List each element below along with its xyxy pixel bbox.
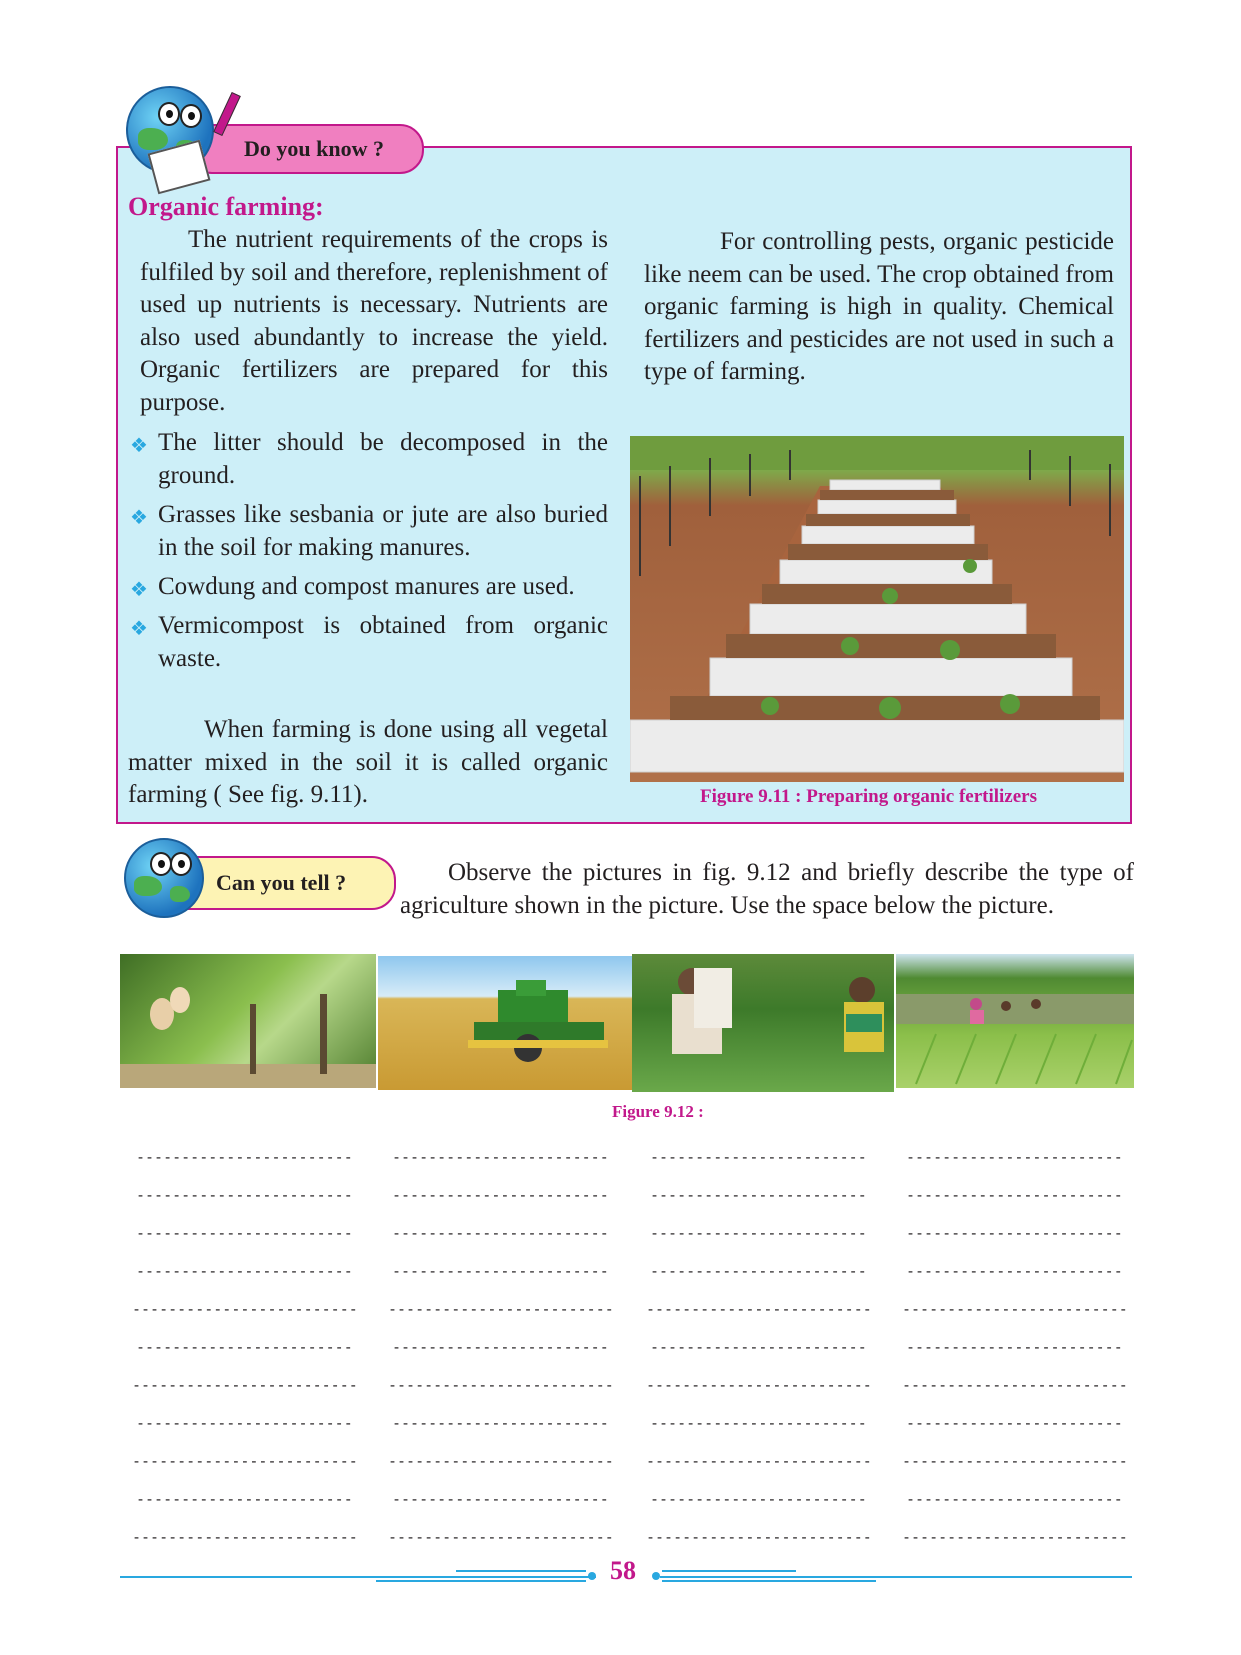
answer-line[interactable]: ------------------------ bbox=[136, 1490, 353, 1508]
answer-line[interactable]: ------------------------- bbox=[902, 1452, 1128, 1470]
globe-mascot-icon bbox=[124, 838, 204, 918]
list-item: ❖ The litter should be decomposed in the ground. bbox=[130, 429, 608, 489]
answer-line[interactable]: ------------------------ bbox=[392, 1148, 609, 1166]
answer-line[interactable]: ------------------------- bbox=[646, 1300, 872, 1318]
answer-line[interactable]: ------------------------ bbox=[136, 1148, 353, 1166]
answer-line[interactable]: ------------------------- bbox=[388, 1300, 614, 1318]
answer-line[interactable]: ------------------------ bbox=[906, 1186, 1123, 1204]
figure-9-11-caption: Figure 9.11 : Preparing organic fertilizers bbox=[700, 786, 1037, 807]
answer-line[interactable]: ------------------------ bbox=[906, 1262, 1123, 1280]
answer-line[interactable]: ------------------------ bbox=[136, 1414, 353, 1432]
answer-line[interactable]: ------------------------- bbox=[388, 1528, 614, 1546]
diamond-bullet-icon: ❖ bbox=[130, 618, 148, 640]
answer-line[interactable]: ------------------------ bbox=[650, 1262, 867, 1280]
answer-line[interactable]: ------------------------- bbox=[646, 1452, 872, 1470]
answer-line[interactable]: ------------------------ bbox=[906, 1490, 1123, 1508]
footer-dot-left bbox=[588, 1572, 596, 1580]
organic-beds-photo bbox=[630, 436, 1124, 782]
answer-line[interactable]: ------------------------- bbox=[132, 1300, 358, 1318]
answer-line[interactable]: ------------------------ bbox=[650, 1490, 867, 1508]
answer-line[interactable]: ------------------------ bbox=[906, 1148, 1123, 1166]
answer-line[interactable]: ------------------------- bbox=[132, 1376, 358, 1394]
footer-dot-right bbox=[652, 1572, 660, 1580]
answer-line[interactable]: ------------------------ bbox=[392, 1186, 609, 1204]
answer-line[interactable]: ------------------------ bbox=[392, 1490, 609, 1508]
answer-line[interactable]: ------------------------ bbox=[392, 1224, 609, 1242]
do-you-know-label: Do you know ? bbox=[244, 136, 384, 161]
pest-control-paragraph: For controlling pests, organic pesticide like neem can be used. The crop obtained from organic farming is high in quality. Chemical fertilizers and pesticides are not used in such a type of farming. bbox=[644, 228, 1114, 385]
diamond-bullet-icon: ❖ bbox=[130, 435, 148, 457]
list-item: ❖ Cowdung and compost manures are used. bbox=[128, 570, 608, 603]
figure-9-12-caption: Figure 9.12 : bbox=[612, 1102, 704, 1121]
footer-rule-right bbox=[660, 1576, 1132, 1578]
bullet-list bbox=[128, 426, 608, 681]
answer-line[interactable]: ------------------------- bbox=[388, 1376, 614, 1394]
footer-rule-left bbox=[120, 1576, 596, 1578]
can-you-tell-text: Observe the pictures in fig. 9.12 and briefly describe the type of agriculture shown in the picture. Use the space below the picture. bbox=[400, 859, 1134, 919]
answer-line[interactable]: ------------------------ bbox=[650, 1186, 867, 1204]
organic-farming-heading: Organic farming: bbox=[128, 192, 324, 221]
answer-line[interactable]: ------------------------ bbox=[906, 1224, 1123, 1242]
footer-rule-right-2 bbox=[662, 1580, 876, 1582]
intro-paragraph: The nutrient requirements of the crops is fulfiled by soil and therefore, replenishment of used up nutrients is necessary. Nutrients are also used abundantly to increase the yield. Organic fertilizers are prepared for this purpose. bbox=[140, 226, 608, 416]
answer-line[interactable]: ------------------------- bbox=[646, 1528, 872, 1546]
answer-line[interactable]: ------------------------ bbox=[650, 1414, 867, 1432]
footer-rule-left-3 bbox=[456, 1570, 586, 1572]
answer-line[interactable]: ------------------------ bbox=[650, 1224, 867, 1242]
answer-line[interactable]: ------------------------- bbox=[902, 1300, 1128, 1318]
answer-line[interactable]: ------------------------ bbox=[906, 1338, 1123, 1356]
list-item: ❖ Grasses like sesbania or jute are also buried in the soil for making manures. bbox=[130, 501, 608, 561]
answer-line[interactable]: ------------------------ bbox=[136, 1338, 353, 1356]
tea-plantation-photo bbox=[632, 954, 894, 1092]
answer-line[interactable]: ------------------------- bbox=[646, 1376, 872, 1394]
beds-illustration bbox=[630, 436, 1124, 782]
diamond-bullet-icon: ❖ bbox=[130, 579, 148, 601]
answer-line[interactable]: ------------------------ bbox=[650, 1148, 867, 1166]
answer-line[interactable]: ------------------------ bbox=[136, 1262, 353, 1280]
can-you-tell-label: Can you tell ? bbox=[216, 870, 347, 895]
page-number: 58 bbox=[610, 1556, 636, 1585]
answer-line[interactable]: ------------------------- bbox=[388, 1452, 614, 1470]
list-item: ❖ Vermicompost is obtained from organic waste. bbox=[130, 612, 608, 672]
harvester-photo bbox=[378, 956, 632, 1090]
footer-rule-right-3 bbox=[662, 1570, 796, 1572]
answer-line[interactable]: ------------------------ bbox=[906, 1414, 1123, 1432]
orchard-photo bbox=[120, 954, 376, 1088]
answer-line[interactable]: ------------------------ bbox=[136, 1186, 353, 1204]
answer-line[interactable]: ------------------------ bbox=[392, 1262, 609, 1280]
answer-line[interactable]: ------------------------ bbox=[392, 1338, 609, 1356]
closing-paragraph: When farming is done using all vegetal matter mixed in the soil it is called organic farming ( See fig. 9.11). bbox=[128, 716, 608, 808]
answer-line[interactable]: ------------------------ bbox=[136, 1224, 353, 1242]
footer-rule-left-2 bbox=[376, 1580, 586, 1582]
answer-line[interactable]: ------------------------- bbox=[902, 1376, 1128, 1394]
diamond-bullet-icon: ❖ bbox=[130, 507, 148, 529]
answer-line[interactable]: ------------------------ bbox=[650, 1338, 867, 1356]
answer-line[interactable]: ------------------------- bbox=[132, 1528, 358, 1546]
rice-field-photo bbox=[896, 954, 1134, 1088]
answer-line[interactable]: ------------------------- bbox=[902, 1528, 1128, 1546]
answer-line[interactable]: ------------------------- bbox=[132, 1452, 358, 1470]
answer-line[interactable]: ------------------------ bbox=[392, 1414, 609, 1432]
